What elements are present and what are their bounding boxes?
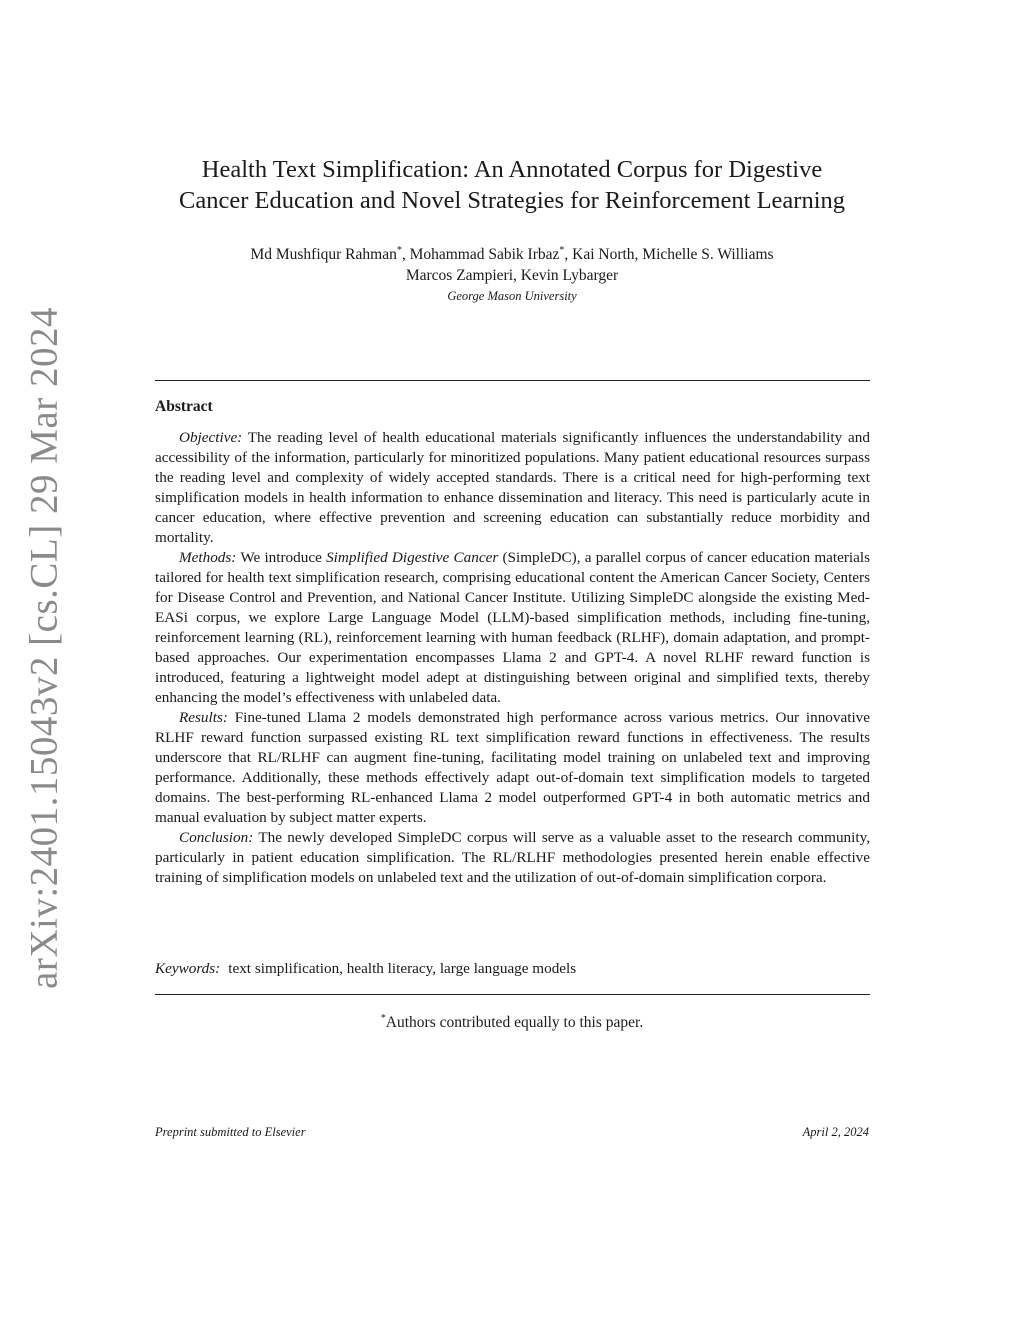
title-line-1: Health Text Simplification: An Annotated Corpus for Digestive — [201, 156, 823, 183]
abstract-methods — [155, 548, 870, 708]
author-separator: , — [634, 246, 643, 264]
corpus-name: Simplified Digestive Cancer — [326, 549, 499, 566]
abstract-heading: Abstract — [155, 398, 213, 415]
abstract-results — [155, 708, 870, 828]
author-list — [155, 240, 869, 286]
results-label: Results: — [179, 709, 228, 726]
footnote-text: Authors contributed equally to this paper. — [385, 1014, 644, 1032]
arxiv-identifier: arXiv:2401.15043v2 [cs.CL] 29 Mar 2024 — [22, 307, 66, 989]
objective-text: The reading level of health educational materials significantly influences the understandability and accessibility of the information, particularly for minoritized populations. Many patient educational resources surpass the reading level and complexity of widely accepted standards. There is a critical need for high-performing text simplification models in health information to enhance dissemination and literacy. This need is particularly acute in cancer education, where effective prevention and screening education can substantially reduce morbidity and mortality. — [155, 429, 870, 546]
keywords-text: text simplification, health literacy, large language models — [228, 960, 577, 977]
author-name: Mohammad Sabik Irbaz — [409, 246, 560, 264]
authors-line-2: Marcos Zampieri, Kevin Lybarger — [405, 267, 619, 285]
methods-intro: We introduce — [240, 549, 322, 566]
footnote-mark: * — [380, 1013, 386, 1024]
footnote — [155, 1013, 869, 1032]
author-name: Michelle S. Williams — [642, 246, 774, 264]
abstract-objective — [155, 428, 870, 548]
methods-label: Methods: — [179, 549, 237, 566]
paper-title — [155, 154, 869, 216]
title-line-2: Cancer Education and Novel Strategies for Reinforcement Learning — [178, 187, 845, 214]
preprint-note: Preprint submitted to Elsevier — [155, 1125, 306, 1139]
methods-text: (SimpleDC), a parallel corpus of cancer education materials tailored for health text simplification research, comprising educational content the American Cancer Society, Centers for Disease Control and Prevention, and National Cancer Institute. Utilizing SimpleDC alongside the existing Med-EASi corpus, we explore Large Language Model (LLM)-based simplification methods, including fine-tuning, reinforcement learning (RL), reinforcement learning with human feedback (RLHF), domain adaptation, and prompt-based approaches. Our experimentation encompasses Llama 2 and GPT-4. A novel RLHF reward function is introduced, featuring a lightweight model adept at distinguishing between original and simplified texts, thereby enhancing the model’s effectiveness with unlabeled data. — [155, 549, 870, 706]
keywords — [155, 960, 870, 978]
conclusion-text: The newly developed SimpleDC corpus will serve as a valuable asset to the research community, particularly in patient education simplification. The RL/RLHF methodologies presented herein enable effective training of simplification models on unlabeled text and the utilization of out-of-domain simplification corpora. — [155, 829, 870, 886]
keywords-label: Keywords: — [155, 960, 221, 977]
author-name: Md Mushfiqur Rahman — [250, 246, 397, 264]
divider-bottom — [155, 994, 870, 995]
author-name: Kai North — [572, 246, 635, 264]
conclusion-label: Conclusion: — [179, 829, 254, 846]
divider-top — [155, 380, 870, 381]
results-text: Fine-tuned Llama 2 models demonstrated high performance across various metrics. Our innovative RLHF reward function surpassed existing RL text simplification reward functions in effectiveness. The results underscore that RL/RLHF can augment fine-tuning, facilitating model training on unlabeled text and improving performance. Additionally, these methods effectively adapt out-of-domain text simplification models to targeted domains. The best-performing RL-enhanced Llama 2 model outperformed GPT-4 in both automatic metrics and manual evaluation by subject matter experts. — [155, 709, 870, 826]
author-separator: , — [564, 246, 573, 264]
author-mark: * — [396, 245, 402, 256]
objective-label: Objective: — [179, 429, 243, 446]
abstract-conclusion — [155, 828, 870, 888]
affiliation: George Mason University — [447, 289, 577, 303]
abstract-body — [155, 428, 870, 888]
author-mark: * — [559, 245, 565, 256]
author-separator: , — [401, 246, 410, 264]
authors-line-1 — [155, 240, 869, 265]
preprint-date: April 2, 2024 — [802, 1125, 869, 1139]
